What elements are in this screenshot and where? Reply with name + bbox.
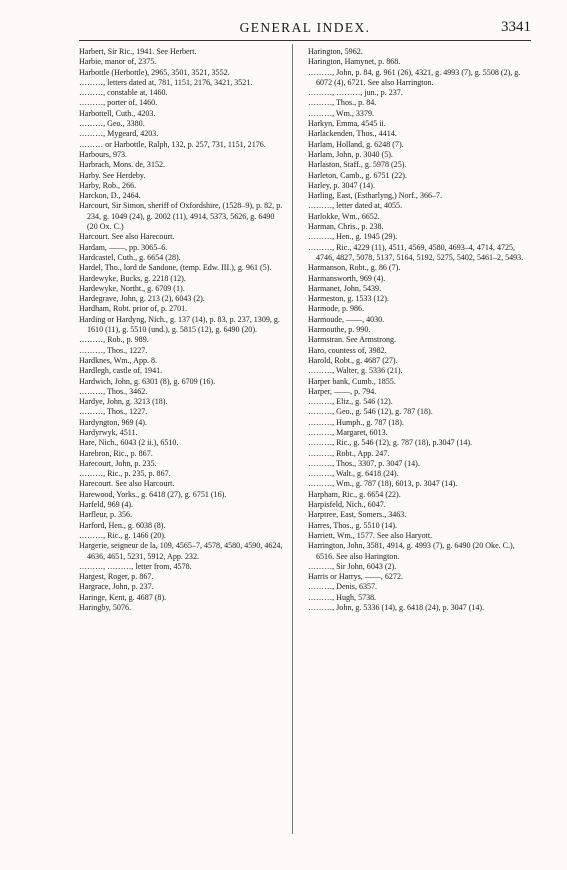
index-entry: ………, Thos., p. 84. <box>308 98 377 108</box>
index-entry: Hardye, John, g. 3213 (18). <box>79 397 168 407</box>
index-entry: ………, Thos., 3462. <box>79 386 148 396</box>
index-entry: Harckon, D., 2464. <box>79 191 141 201</box>
index-entry: Hardknes, Wm., App. 8. <box>79 355 158 365</box>
index-entry: ………, John, g. 5336 (14), g. 6418 (24), p. 3047 (14). <box>308 603 485 613</box>
index-entry: Harper bank, Cumb., 1855. <box>308 376 396 386</box>
index-entry: Harbottell, Cuth., 4203. <box>79 108 156 118</box>
index-entry: ………, letter dated at, 4055. <box>308 201 403 211</box>
index-entry: Harbrach, Mons. de, 3152. <box>79 160 166 170</box>
index-entry: ………, Ric., g. 1466 (20). <box>79 530 166 540</box>
index-entry: Hardlegh, castle of, 1941. <box>79 366 163 376</box>
index-entry: Harcourt, Sir Simon, sheriff of Oxfordshire, (1528–9), p. 82, p. 234, g. 1049 (24), g. 2002 (11), 4914, 5373, 5626, g. 6490 (20 Ox. C.) <box>79 201 283 232</box>
index-entry: ………, Ric., p. 235, p. 867. <box>79 469 171 479</box>
index-entry: Haringe, Kent, g. 4687 (8). <box>79 592 167 602</box>
index-entry: Harmode, p. 986. <box>308 304 365 314</box>
left-index-column <box>79 47 285 613</box>
index-entry: Harper, ——, p. 794. <box>308 386 377 396</box>
index-entry: Harcourt. See also Harecourt. <box>79 232 175 242</box>
index-entry: ……… or Harbottle, Ralph, 132, p. 257, 731, 1151, 2176. <box>79 139 266 149</box>
index-entry: Hardewyke, Bucks, g. 2218 (12). <box>79 273 186 283</box>
index-entry: ………, Wm., 3379. <box>308 108 375 118</box>
index-entry: ………, porter of, 1460. <box>79 98 158 108</box>
index-entry: Hardyngton, 969 (4). <box>79 417 147 427</box>
index-entry: Harmanet, John, 5439. <box>308 283 382 293</box>
index-entry: Hargest, Roger, p. 867. <box>79 572 154 582</box>
index-entry: ………, Geo., 3380. <box>79 119 145 129</box>
index-entry: Harington, Hamynet, p. 868. <box>308 57 401 67</box>
index-entry: Harmoude, ——, 4030. <box>308 314 385 324</box>
index-entry: Harriett, Wm., 1577. See also Haryott. <box>308 530 433 540</box>
index-entry: Haro, countess of, 3982. <box>308 345 387 355</box>
index-entry: ………, Ric., 4229 (11), 4511, 4569, 4580, 4693–4, 4714, 4725, 4746, 4827, 5078, 5137, 5164, 5192, 5275, 5402, 5461–2, 5493. <box>308 242 524 262</box>
index-entry: ………, John, p. 84, g. 961 (26), 4321, g. 4993 (7), g. 5508 (2), g. 6072 (4), 6721. See also Harrington. <box>308 67 521 87</box>
index-entry: Harecourt, John, p. 235. <box>79 458 157 468</box>
page-header <box>79 20 531 36</box>
index-entry: Hargerie, seigneur de la, 109, 4565–7, 4578, 4580, 4590, 4624, 4636, 4651, 5231, 5912, App. 232. <box>79 541 283 561</box>
header-rule <box>79 40 531 41</box>
index-entry: Harpham, Ric., g. 6654 (22). <box>308 489 401 499</box>
index-entry: ………, constable at, 1460. <box>79 88 168 98</box>
index-entry: Harres, Thos., g. 5510 (14). <box>308 520 398 530</box>
index-entry: ………, ………, letter from, 4578. <box>79 561 192 571</box>
index-entry: Harold, Robt., g. 4687 (27). <box>308 355 398 365</box>
index-entry: Harpisfeld, Nich., 6047. <box>308 500 386 510</box>
running-title: GENERAL INDEX. <box>239 20 371 35</box>
index-entry: ………, Wm., g. 787 (18), 6013, p. 3047 (14). <box>308 479 458 489</box>
index-entry: Haringby, 5076. <box>79 603 131 613</box>
index-entry: Hardegrave, John, g. 213 (2), 6043 (2). <box>79 294 205 304</box>
index-entry: Harbert, Sir Ric., 1941. See Herbert. <box>79 47 197 56</box>
index-entry: ………, Geo., g. 546 (12), g. 787 (18). <box>308 407 433 417</box>
index-entry: ………, Denis, 6357. <box>308 582 378 592</box>
index-entry: Harmouthe, p. 990. <box>308 325 371 335</box>
index-entry: Harley, p. 3047 (14). <box>308 180 375 190</box>
index-entry: Harbie, manor of, 2375. <box>79 57 157 67</box>
index-entry: ………, Robt., App. 247. <box>308 448 390 458</box>
index-entry: Harmeston, g. 1533 (12). <box>308 294 389 304</box>
index-entry: Hardham, Robt. prior of, p. 2701. <box>79 304 188 314</box>
index-entry: ………, Eliz., g. 546 (12). <box>308 397 393 407</box>
index-entry: Harling, East, (Estharlyng,) Norf., 366–7. <box>308 191 443 201</box>
index-entry: Hardel, Tho., lord de Sandone, (temp. Edw. III.), g. 961 (5). <box>79 263 272 273</box>
index-entry: Harkyn, Emma, 4545 ii. <box>308 119 386 129</box>
index-entry: Hargrace, John, p. 237. <box>79 582 154 592</box>
index-entry: Harbours, 973. <box>79 149 128 159</box>
index-entry: ………, Walter, g. 5336 (21). <box>308 366 403 376</box>
index-entry: Harlam, Holland, g. 6248 (7). <box>308 139 404 149</box>
index-entry: Harfeld, 969 (4). <box>79 500 134 510</box>
index-entry: Harmanson, Robt., g. 86 (7). <box>308 263 401 273</box>
index-entry: Harris or Harrys, ——, 6272. <box>308 572 403 582</box>
index-entry: Harecourt. See also Harcourt. <box>79 479 175 489</box>
index-entry: Hardyrwyk, 4511. <box>79 427 138 437</box>
index-entry: Harlackenden, Thos., 4414. <box>308 129 397 139</box>
page-number: 3341 <box>501 19 531 35</box>
index-entry: Hardcastel, Cuth., g. 6654 (28). <box>79 252 181 262</box>
index-entry: Hare, Nich., 6043 (2 ii.), 6510. <box>79 438 179 448</box>
index-entry: ………, Hugh, 5738. <box>308 592 377 602</box>
index-entry: Harmstran. See Armstrong. <box>308 335 397 345</box>
index-entry: Harlaston, Staff., g. 5978 (25). <box>308 160 407 170</box>
right-index-column <box>308 47 532 613</box>
index-entry: ………, Thos., 1227. <box>79 407 148 417</box>
index-entry: Harleton, Camb., g. 6751 (22). <box>308 170 408 180</box>
index-entry: Harfleur, p. 356. <box>79 510 133 520</box>
index-entry: Harbottle (Herbottle), 2965, 3501, 3521, 3552. <box>79 67 230 77</box>
index-entry: ………, Mygeard, 4203. <box>79 129 159 139</box>
index-entry: Harby. See Herdeby. <box>79 170 146 180</box>
index-entry: ………, ………, jun., p. 237. <box>308 88 403 98</box>
index-entry: ………, Hen., g. 1945 (29). <box>308 232 398 242</box>
index-entry: Harrington, John, 3581, 4914, g. 4993 (7), g. 6490 (20 Oke. C.), 6516. See also Harington. <box>308 541 515 561</box>
index-entry: ………, Margaret, 6013. <box>308 427 388 437</box>
column-divider <box>292 44 293 834</box>
index-entry: Harman, Chris., p. 238. <box>308 222 384 232</box>
index-entry: ………, Thos., 3307, p. 3047 (14). <box>308 458 420 468</box>
index-entry: ………, Thos., 1227. <box>79 345 148 355</box>
index-entry: ………, letters dated at, 781, 1151, 2176, 3421, 3521. <box>79 77 253 87</box>
index-entry: Harlam, John, p. 3040 (5). <box>308 149 393 159</box>
index-entry: Hardwich, John, g. 6301 (8), g. 6709 (16). <box>79 376 216 386</box>
index-entry: Harford, Hen., g. 6038 (8). <box>79 520 166 530</box>
index-entry: ………, Sir John, 6043 (2). <box>308 561 397 571</box>
index-entry: Harmansworth, 969 (4). <box>308 273 386 283</box>
index-entry: ………, Ric., g. 546 (12), g. 787 (18), p.3047 (14). <box>308 438 473 448</box>
index-entry: Harebron, Ric., p. 867. <box>79 448 153 458</box>
index-entry: Harptree, East, Somers., 3463. <box>308 510 407 520</box>
index-entry: ………, Walt., g. 6418 (24). <box>308 469 399 479</box>
index-entry: Hardam, ——, pp. 3065–6. <box>79 242 168 252</box>
index-entry: Harlokke, Wm., 6652. <box>308 211 380 221</box>
index-entry: Hardewyke, Northt., g. 6709 (1). <box>79 283 185 293</box>
index-entry: Harding or Hardyng, Nich., g. 137 (14), p. 83, p. 237, 1309, g. 1610 (11), g. 5510 (und.), g. 5815 (12), g. 6490 (20). <box>79 314 280 335</box>
index-entry: Harby, Rob., 266. <box>79 180 137 190</box>
index-entry: ………, Humph., g. 787 (18). <box>308 417 404 427</box>
index-entry: ………, Rob., p. 989. <box>79 335 149 345</box>
index-entry: Harewood, Yorks., g. 6418 (27), g. 6751 (16). <box>79 489 227 499</box>
index-entry: Harington, 5962. <box>308 47 363 56</box>
